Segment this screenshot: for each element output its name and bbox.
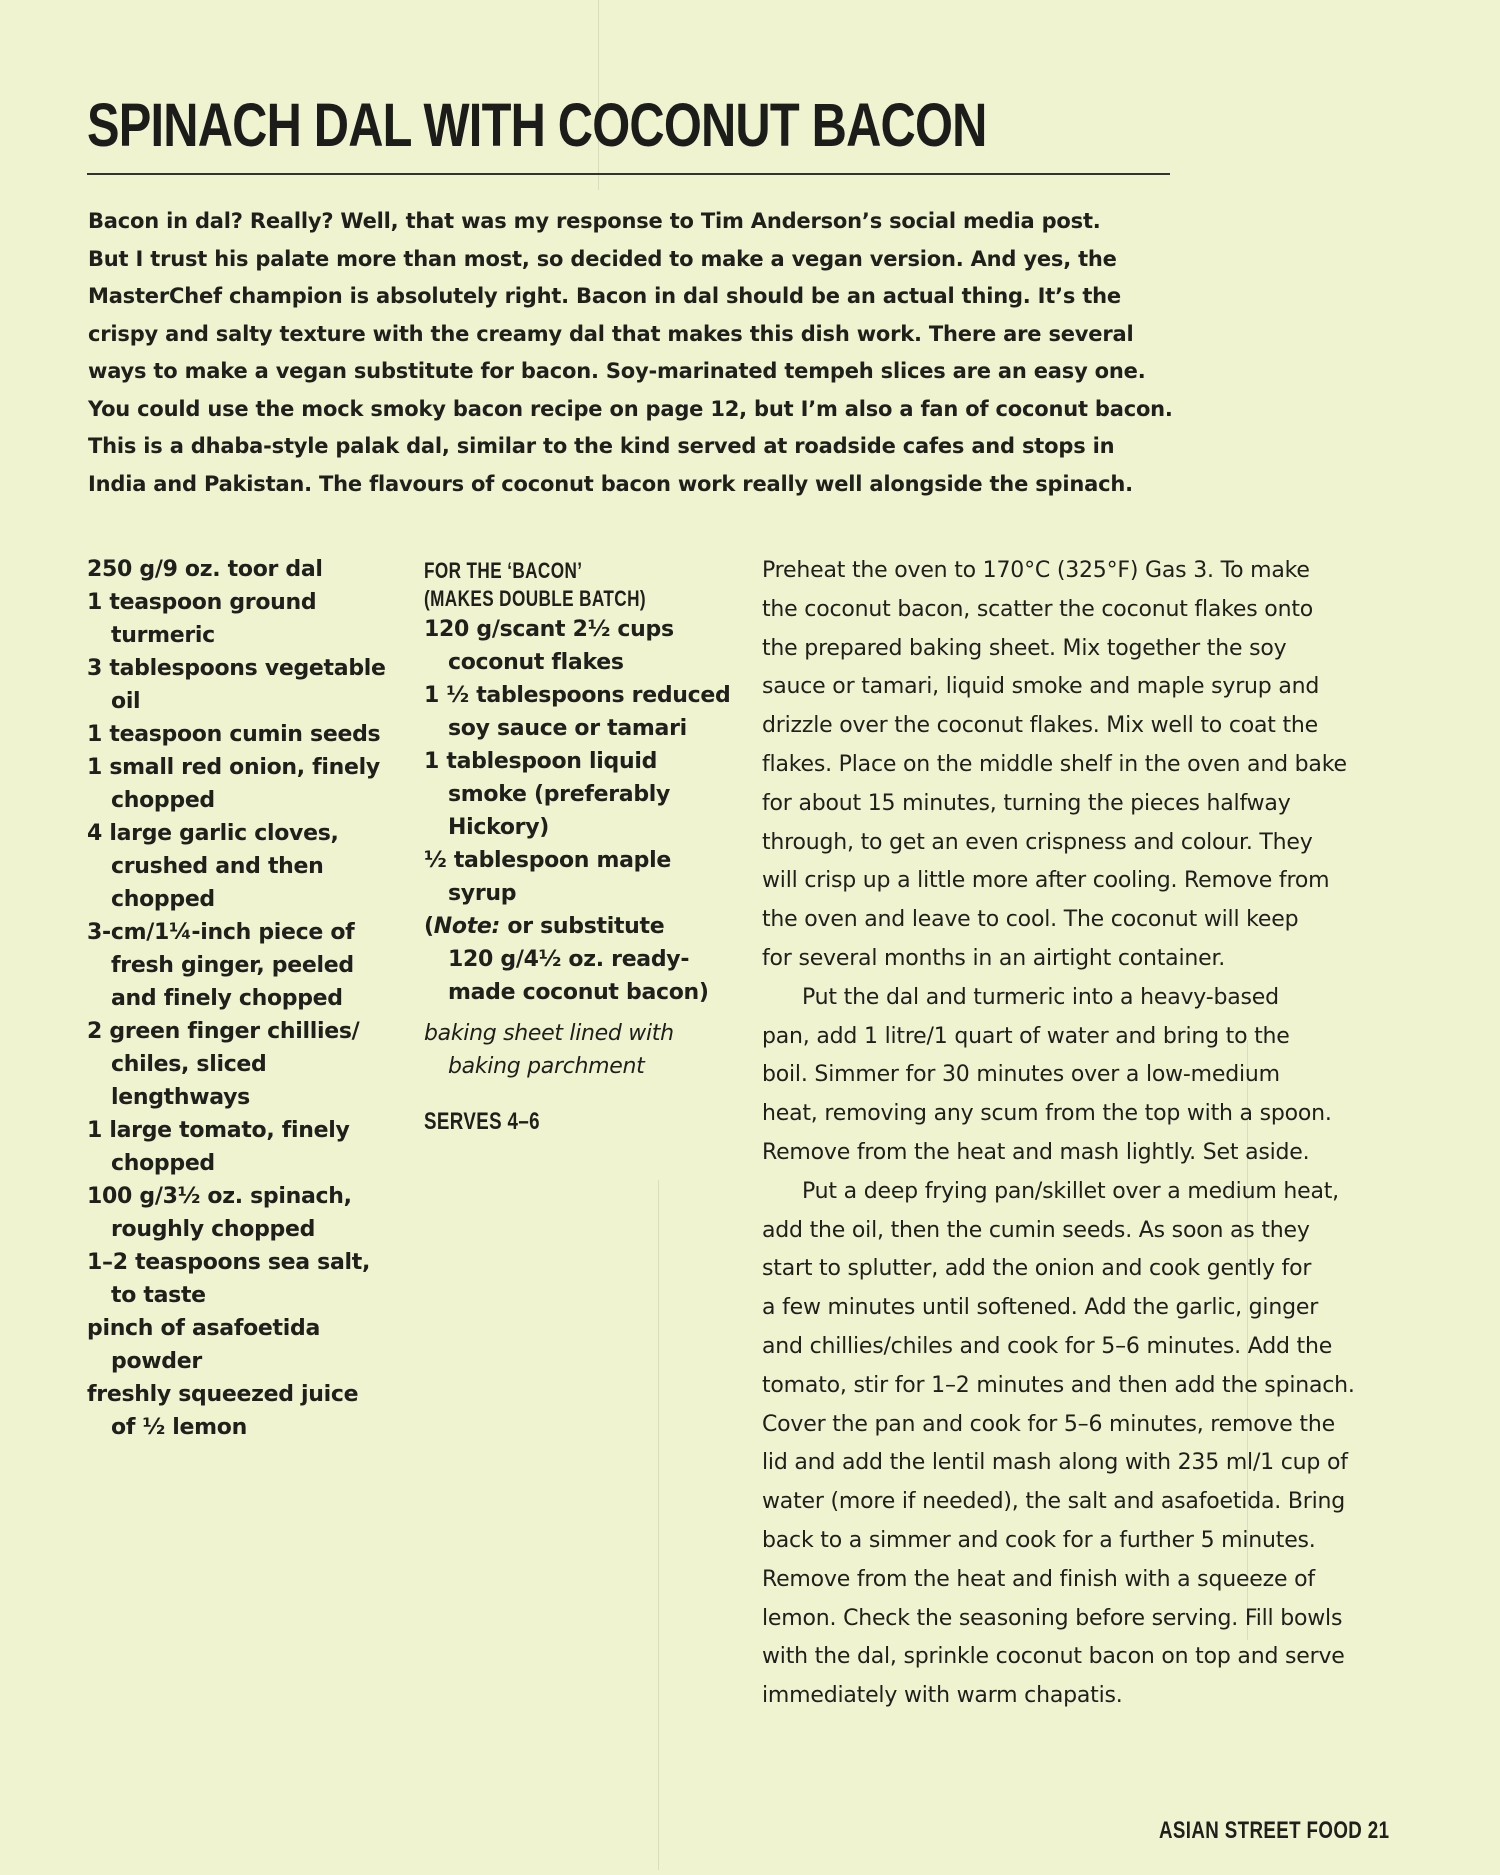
ingredient-item: pinch of asafoetida powder <box>87 1316 321 1374</box>
method-line: boil. Simmer for 30 minutes over a low-medium <box>762 1062 1280 1088</box>
intro-line: ways to make a vegan substitute for bacon. Soy-marinated tempeh slices are an easy one. <box>88 359 1146 383</box>
bacon-heading <box>424 557 666 613</box>
ingredient-item: 1 large tomato, finely chopped <box>87 1118 350 1176</box>
method-line: heat, removing any scum from the top with a spoon. <box>762 1101 1332 1127</box>
page-footer: ASIAN STREET FOOD 21 <box>1158 1817 1389 1844</box>
method-line: Remove from the heat and finish with a squeeze of <box>762 1566 1315 1592</box>
intro-paragraph <box>88 203 1188 503</box>
method-line: the coconut bacon, scatter the coconut flakes onto <box>762 596 1314 622</box>
method-line: flakes. Place on the middle shelf in the oven and bake <box>762 751 1347 777</box>
method-line: the prepared baking sheet. Mix together the soy <box>762 635 1287 661</box>
method-line: with the dal, sprinkle coconut bacon on top and serve <box>762 1644 1345 1670</box>
method-paragraph <box>762 552 1422 979</box>
intro-line: India and Pakistan. The flavours of coconut bacon work really well alongside the spinach. <box>88 471 1133 496</box>
ingredients-list <box>87 553 417 1444</box>
method-line: lemon. Check the seasoning before serving. Fill bowls <box>762 1605 1343 1631</box>
bacon-ingredient-item: ½ tablespoon maple syrup <box>424 848 671 906</box>
method-line: lid and add the lentil mash along with 235 ml/1 cup of <box>762 1450 1348 1476</box>
note-text: or substitute 120 g/4½ oz. ready- made coconut bacon) <box>448 914 709 1005</box>
method-line: Remove from the heat and mash lightly. Set aside. <box>762 1139 1310 1165</box>
method-line: for about 15 minutes, turning the pieces halfway <box>762 790 1291 816</box>
ingredient-item: 3-cm/1¼-inch piece of fresh ginger, peeled and finely chopped <box>87 920 355 1011</box>
bacon-ingredient-item: 1 ½ tablespoons reduced soy sauce or tamari <box>424 683 731 741</box>
equipment-note: baking sheet lined with baking parchment <box>424 1021 674 1079</box>
method-line: Put the dal and turmeric into a heavy-based <box>802 984 1279 1010</box>
intro-line: MasterChef champion is absolutely right. Bacon in dal should be an actual thing. It’s the <box>88 284 1121 308</box>
intro-line: Bacon in dal? Really? Well, that was my response to Tim Anderson’s social media post. <box>88 209 1101 233</box>
method-line: and chillies/chiles and cook for 5–6 minutes. Add the <box>762 1333 1333 1359</box>
bacon-ingredients <box>424 557 734 1138</box>
method-line: tomato, stir for 1–2 minutes and then add the spinach. <box>762 1372 1355 1398</box>
method-text <box>762 552 1422 1716</box>
method-line: water (more if needed), the salt and asafoetida. Bring <box>762 1489 1345 1515</box>
serves-count: SERVES 4–6 <box>424 1108 540 1135</box>
bacon-heading-line: FOR THE ‘BACON’ <box>424 558 583 583</box>
method-line: back to a simmer and cook for a further 5 minutes. <box>762 1527 1316 1553</box>
method-line: for several months in an airtight container. <box>762 945 1226 971</box>
method-line: a few minutes until softened. Add the garlic, ginger <box>762 1295 1319 1321</box>
method-line: sauce or tamari, liquid smoke and maple syrup and <box>762 674 1320 700</box>
ingredient-item: 1 small red onion, finely chopped <box>87 755 380 813</box>
method-line: Preheat the oven to 170°C (325°F) Gas 3. To make <box>762 558 1310 583</box>
ingredient-item: 1–2 teaspoons sea salt, to taste <box>87 1250 371 1308</box>
method-line: pan, add 1 litre/1 quart of water and bring to the <box>762 1023 1290 1049</box>
ingredient-item: 1 teaspoon cumin seeds <box>87 722 381 747</box>
method-line: add the oil, then the cumin seeds. As soon as they <box>762 1217 1310 1243</box>
bacon-ingredient-item: 1 tablespoon liquid smoke (preferably Hickory) <box>424 749 671 840</box>
ingredient-item: 3 tablespoons vegetable oil <box>87 656 386 714</box>
ingredient-item: 2 green finger chillies/ chiles, sliced lengthways <box>87 1019 360 1110</box>
note-label: Note: <box>433 914 501 939</box>
ingredient-item: 100 g/3½ oz. spinach, roughly chopped <box>87 1184 352 1242</box>
method-line: Put a deep frying pan/skillet over a medium heat, <box>802 1178 1339 1204</box>
method-paragraph <box>762 1173 1422 1716</box>
method-line: drizzle over the coconut flakes. Mix well to coat the <box>762 713 1318 739</box>
note-open-paren: ( <box>424 914 434 939</box>
ingredient-item: 4 large garlic cloves, crushed and then chopped <box>87 821 339 912</box>
intro-line: This is a dhaba-style palak dal, similar to the kind served at roadside cafes and stops in <box>88 434 1115 458</box>
bacon-ingredient-item: 120 g/scant 2½ cups coconut flakes <box>424 617 674 675</box>
method-line: through, to get an even crispness and colour. They <box>762 829 1313 855</box>
ingredient-item: freshly squeezed juice of ½ lemon <box>87 1382 359 1440</box>
intro-line: crispy and salty texture with the creamy dal that makes this dish work. There are several <box>88 321 1134 346</box>
method-line: Cover the pan and cook for 5–6 minutes, remove the <box>762 1411 1335 1437</box>
intro-line: But I trust his palate more than most, so decided to make a vegan version. And yes, the <box>88 246 1117 271</box>
recipe-title: SPINACH DAL WITH COCONUT BACON <box>87 91 987 159</box>
method-line: will crisp up a little more after cooling. Remove from <box>762 868 1330 894</box>
scan-artifact-line <box>658 1180 659 1870</box>
ingredient-item: 250 g/9 oz. toor dal <box>87 557 323 582</box>
bacon-note <box>424 910 734 1009</box>
bacon-heading-line: (MAKES DOUBLE BATCH) <box>424 586 646 611</box>
ingredient-item: 1 teaspoon ground turmeric <box>87 590 317 648</box>
intro-line: You could use the mock smoky bacon recipe on page 12, but I’m also a fan of coconut bacon. <box>88 396 1173 421</box>
method-line: the oven and leave to cool. The coconut will keep <box>762 907 1299 933</box>
title-divider <box>87 173 1170 175</box>
method-paragraph <box>762 979 1422 1173</box>
method-line: immediately with warm chapatis. <box>762 1683 1123 1709</box>
method-line: start to splutter, add the onion and cook gently for <box>762 1256 1312 1282</box>
